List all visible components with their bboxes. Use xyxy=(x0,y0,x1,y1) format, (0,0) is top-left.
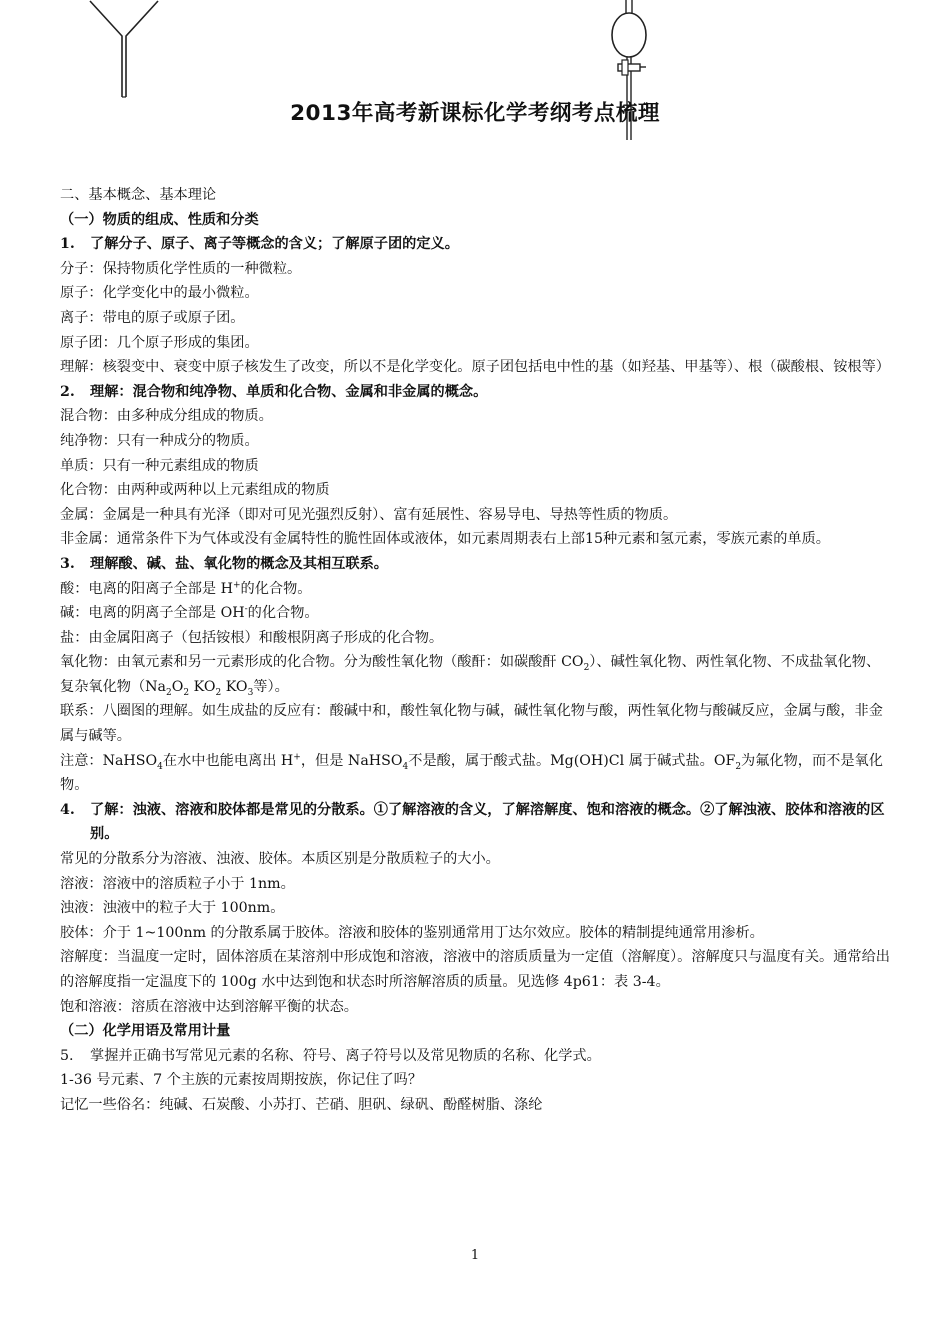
paragraph: 非金属：通常条件下为气体或没有金属特性的脆性固体或液体，如元素周期表右上部15种元素和氢元素，零族元素的单质。 xyxy=(60,531,830,548)
paragraph: 注意：NaHSO$_4$在水中也能电离出 H+，但是 NaHSO$_4$不是酸，属于酸式盐。Mg(OH)Cl 属于碱式盐。$OF_2$为氟化物，而不是氧化物。 xyxy=(60,751,883,794)
paragraph: 记忆一些俗名：纯碱、石炭酸、小苏打、芒硝、胆矾、绿矾、酚醛树脂、涤纶 xyxy=(60,1096,543,1113)
subsection-heading: （二）化学用语及常用计量 xyxy=(60,1023,231,1040)
paragraph: 饱和溶液：溶质在溶液中达到溶解平衡的状态。 xyxy=(60,998,358,1015)
paragraph: 混合物：由多种成分组成的物质。 xyxy=(60,408,273,425)
document-body xyxy=(60,183,894,1118)
paragraph: 浊液：浊液中的粒子大于 100nm。 xyxy=(60,900,285,917)
paragraph: 常见的分散系分为溶液、浊液、胶体。本质区别是分散质粒子的大小。 xyxy=(60,851,500,868)
item-heading: 1. 了解分子、原子、离子等概念的含义；了解原子团的定义。 xyxy=(60,236,459,253)
page-title: 2013年高考新课标化学考纲考点梳理 xyxy=(290,101,660,126)
paragraph: 离子：带电的原子或原子团。 xyxy=(60,309,245,326)
funnel-icon xyxy=(86,0,162,100)
paragraph: 原子：化学变化中的最小微粒。 xyxy=(60,285,259,302)
paragraph: 纯净物：只有一种成分的物质。 xyxy=(60,432,259,449)
paragraph: 理解：核裂变中、衰变中原子核发生了改变，所以不是化学变化。原子团包括电中性的基（如羟基、甲基等）、根（碳酸根、铵根等） xyxy=(60,359,890,376)
paragraph: 盐：由金属阳离子（包括铵根）和酸根阴离子形成的化合物。 xyxy=(60,629,444,646)
item-heading: 2. 理解：混合物和纯净物、单质和化合物、金属和非金属的概念。 xyxy=(60,383,488,400)
paragraph: 碱：电离的阴离子全部是 OH-的化合物。 xyxy=(60,604,319,622)
item-heading: 3. 理解酸、碱、盐、氧化物的概念及其相互联系。 xyxy=(60,555,388,572)
paragraph: 酸：电离的阳离子全部是 H+的化合物。 xyxy=(60,579,312,597)
paragraph: 1-36 号元素、7 个主族的元素按周期按族，你记住了吗？ xyxy=(60,1072,423,1089)
item-heading: 5. 掌握并正确书写常见元素的名称、符号、离子符号以及常见物质的名称、化学式。 xyxy=(60,1047,601,1064)
paragraph: 单质：只有一种元素组成的物质 xyxy=(60,457,259,474)
section-heading: 二、基本概念、基本理论 xyxy=(60,187,217,203)
subsection-heading: （一）物质的组成、性质和分类 xyxy=(60,211,259,228)
paragraph: 氧化物：由氧元素和另一元素形成的化合物。分为酸性氧化物（酸酐：如碳酸酐 $CO_2$）、碱性氧化物、两性氧化物、不成盐氧化物、复杂氧化物（$Na_2O_2$ $KO_2$ $KO_3$等）。 xyxy=(60,654,881,698)
paragraph: 溶液：溶液中的溶质粒子小于 1nm。 xyxy=(60,875,295,892)
paragraph: 金属：金属是一种具有光泽（即对可见光强烈反射）、富有延展性、容易导电、导热等性质的物质。 xyxy=(60,506,678,523)
paragraph: 化合物：由两种或两种以上元素组成的物质 xyxy=(60,482,330,499)
paragraph: 联系：八圈图的理解。如生成盐的反应有：酸碱中和，酸性氧化物与碱，碱性氧化物与酸，两性氧化物与酸碱反应，金属与酸，非金属与碱等。 xyxy=(60,703,883,745)
paragraph: 分子：保持物质化学性质的一种微粒。 xyxy=(60,260,302,277)
paragraph: 溶解度：当温度一定时，固体溶质在某溶剂中形成饱和溶液，溶液中的溶质质量为一定值（溶解度）。溶解度只与温度有关。通常给出的溶解度指一定温度下的 100g 水中达到饱和状态时所溶解溶质的质量。见选修 4p61：表 3-4。 xyxy=(60,949,890,990)
paragraph: 原子团：几个原子形成的集团。 xyxy=(60,334,259,351)
paragraph: 胶体：介于 1~100nm 的分散系属于胶体。溶液和胶体的鉴别通常用丁达尔效应。胶体的精制提纯通常用渗析。 xyxy=(60,924,764,941)
item-heading: 4. 了解：浊液、溶液和胶体都是常见的分散系。①了解溶液的含义，了解溶解度、饱和溶液的概念。②了解浊液、胶体和溶液的区别。 xyxy=(60,801,885,843)
page-number: 1 xyxy=(470,1248,480,1263)
